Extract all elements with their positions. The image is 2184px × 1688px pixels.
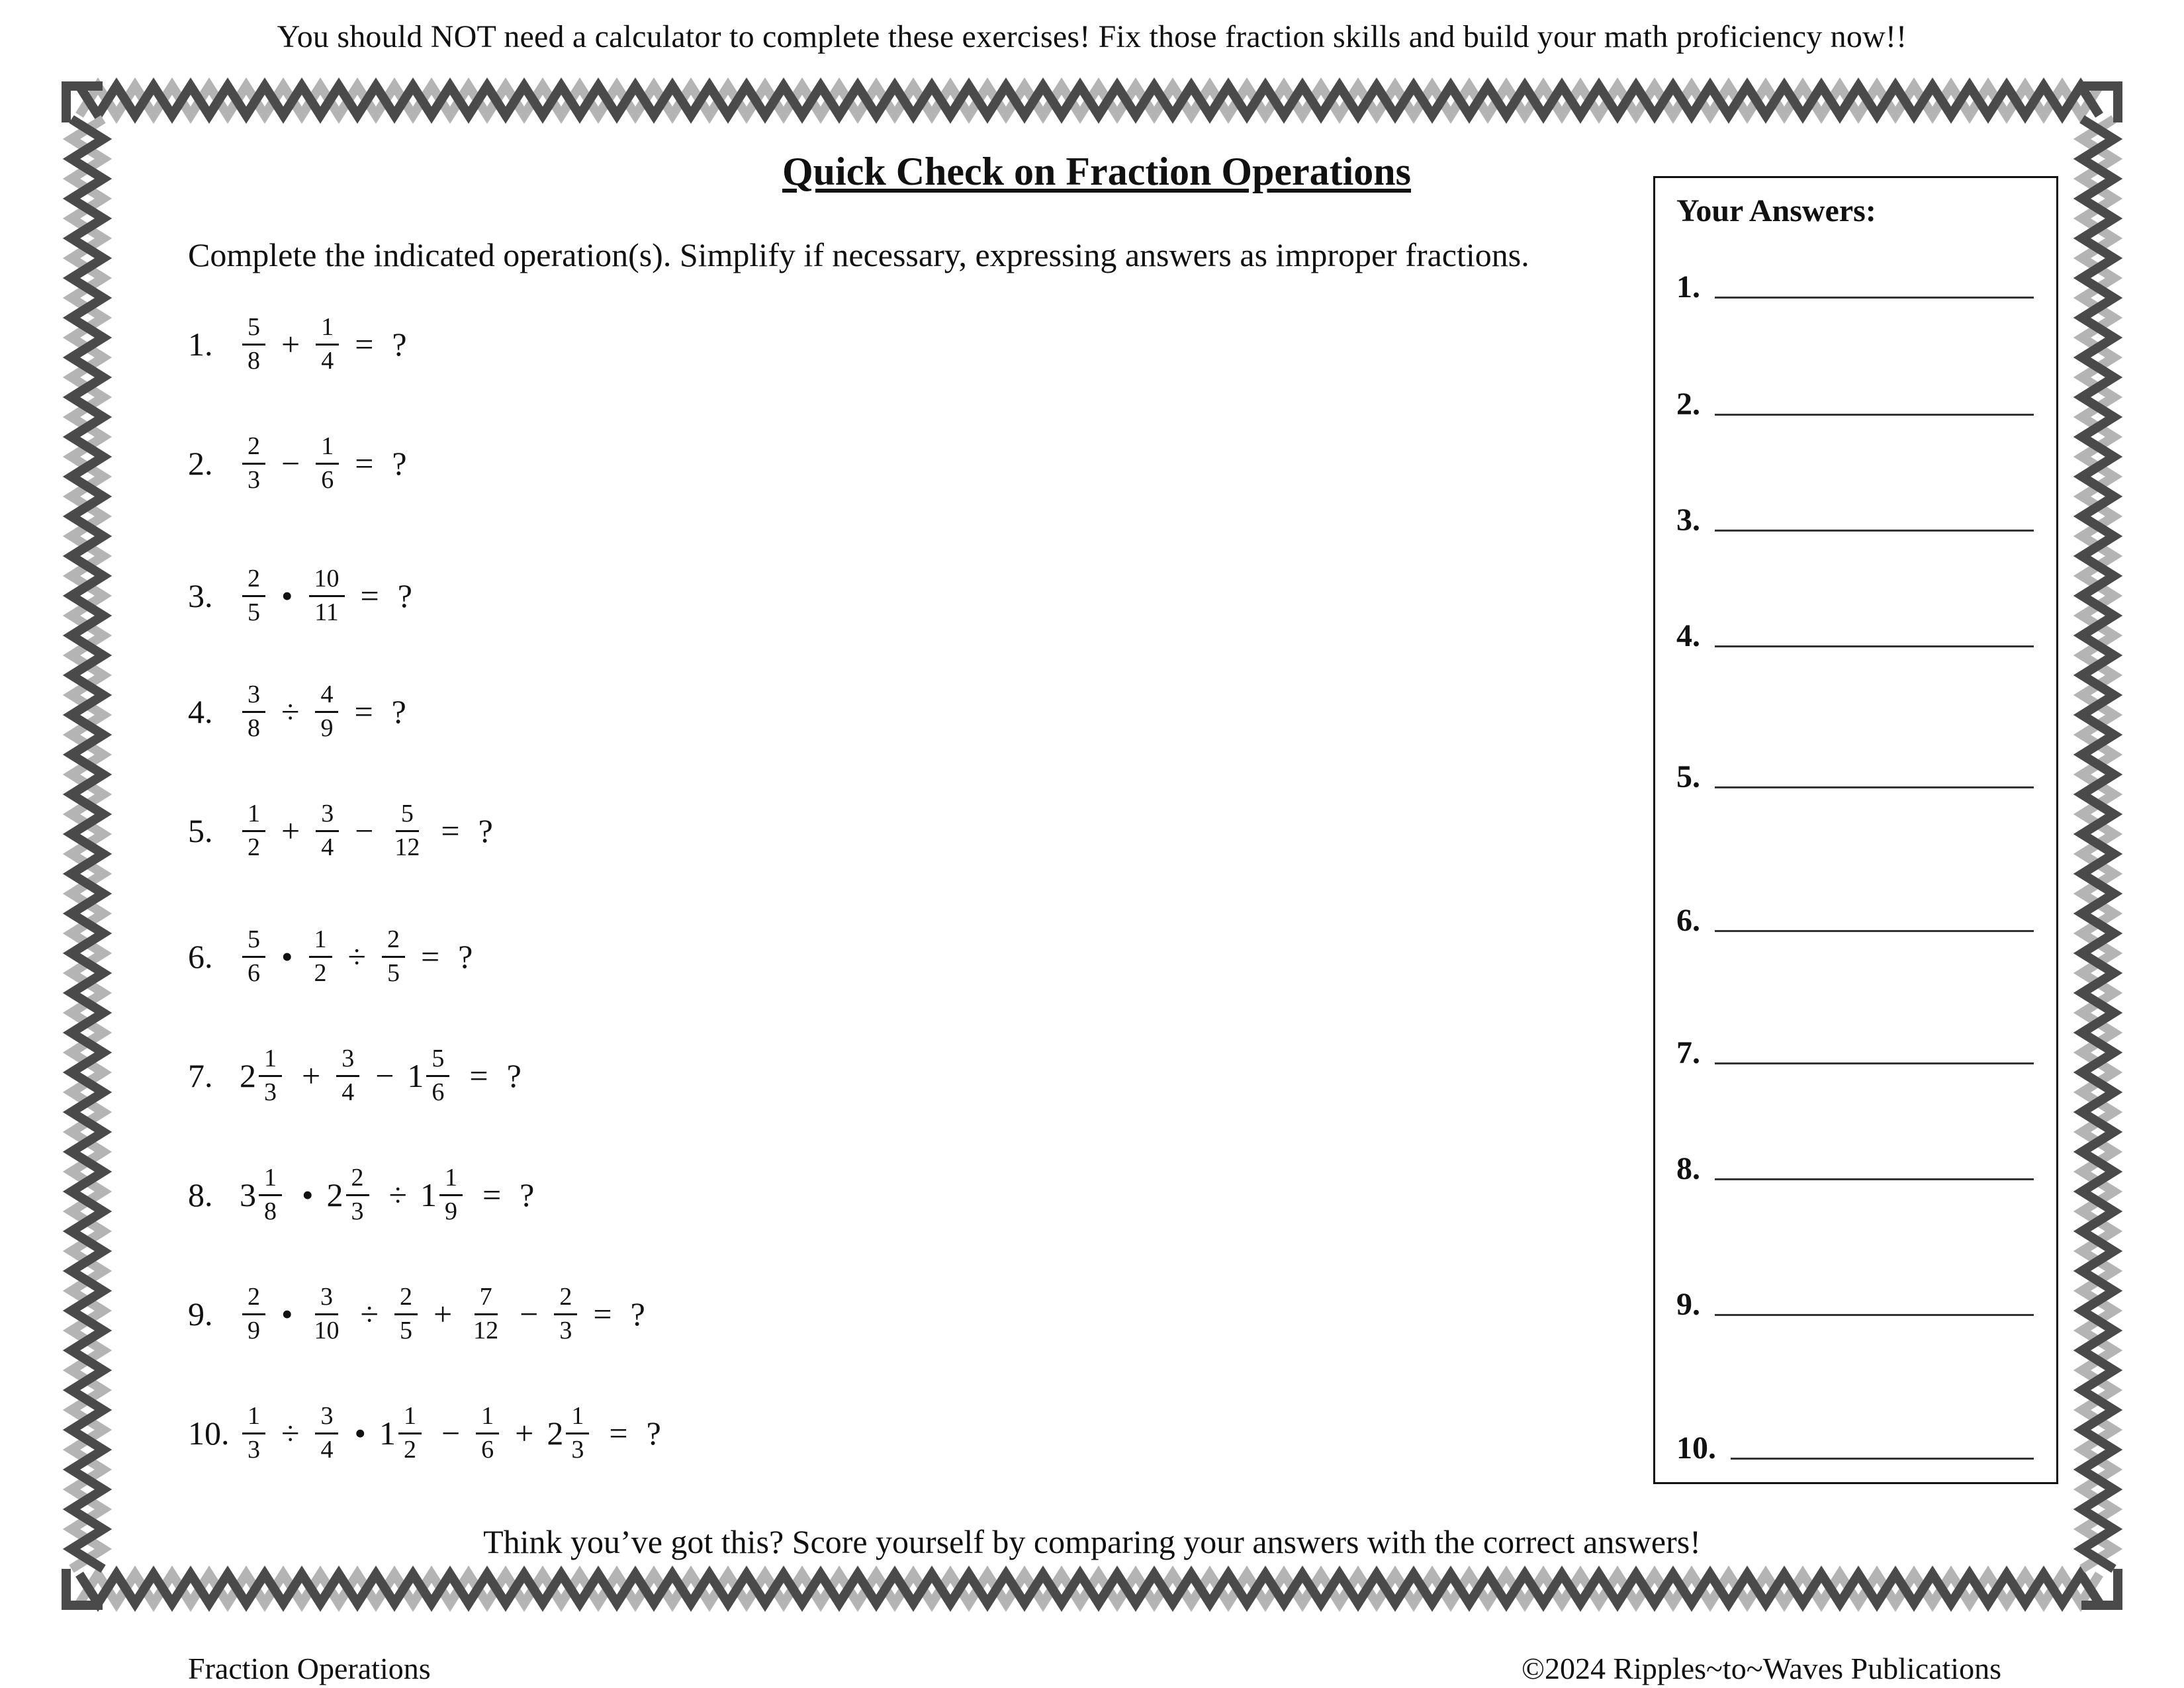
operator: = (420, 938, 440, 975)
answer-label: 3. (1676, 502, 1700, 538)
denominator: 3 (559, 1316, 572, 1344)
answers-panel (1653, 176, 2058, 1484)
denominator: 8 (264, 1197, 277, 1225)
problem-1 (188, 291, 416, 397)
problem-10 (188, 1380, 670, 1486)
fraction (315, 1402, 338, 1464)
footer-left: Fraction Operations (188, 1652, 431, 1685)
answer-row-6 (1676, 892, 2034, 939)
operator: • (281, 577, 293, 614)
whole-part: 1 (420, 1176, 437, 1213)
numerator: 1 (309, 925, 332, 958)
numerator: 4 (315, 680, 338, 713)
problem-5 (188, 778, 502, 884)
unknown: ? (478, 812, 493, 849)
denominator: 12 (394, 833, 420, 861)
footer-right: ©2024 Ripples~to~Waves Publications (1522, 1652, 2001, 1685)
instructions: Complete the indicated operation(s). Simplify if necessary, expressing answers as improper fractions. (188, 236, 1529, 273)
numerator: 2 (554, 1283, 577, 1315)
operator: = (469, 1057, 488, 1094)
answer-row-7 (1676, 1025, 2034, 1071)
problem-8 (188, 1142, 543, 1248)
fraction (316, 432, 339, 494)
fraction (242, 680, 265, 743)
denominator: 5 (399, 1316, 412, 1344)
denominator: 9 (248, 1316, 260, 1344)
fraction (566, 1402, 589, 1464)
mixed-number (407, 1045, 456, 1107)
mixed-number (240, 1045, 289, 1107)
fraction (259, 1164, 282, 1226)
fraction (476, 1402, 499, 1464)
problem-9 (188, 1261, 655, 1367)
answer-row-8 (1676, 1141, 2034, 1187)
fraction (468, 1283, 504, 1345)
fraction (336, 1045, 359, 1107)
problem-4 (188, 659, 416, 765)
answer-label: 6. (1676, 903, 1700, 938)
header-note: You should NOT need a calculator to complete these exercises! Fix those fraction skills and build your math proficiency now!! (277, 19, 1907, 54)
closing-note: Think you’ve got this? Score yourself by comparing your answers with the correct answers! (483, 1523, 1701, 1560)
operator: = (360, 577, 379, 614)
fraction (242, 1283, 265, 1345)
numerator: 1 (259, 1164, 282, 1196)
answer-blank[interactable] (1715, 930, 2034, 932)
answer-label: 9. (1676, 1287, 1700, 1322)
operator: − (520, 1295, 539, 1333)
operator: • (281, 938, 293, 975)
numerator: 10 (309, 565, 345, 597)
fraction (309, 925, 332, 988)
numerator: 7 (475, 1283, 498, 1315)
fraction (389, 800, 425, 862)
mixed-number (547, 1402, 596, 1464)
denominator: 4 (321, 833, 334, 861)
whole-part: 3 (240, 1176, 256, 1213)
answer-blank[interactable] (1715, 1314, 2034, 1316)
problem-number: 7. (188, 1057, 213, 1094)
answer-label: 5. (1676, 759, 1700, 794)
fraction (242, 800, 265, 862)
denominator: 6 (321, 465, 334, 494)
numerator: 2 (382, 925, 405, 958)
numerator: 1 (259, 1045, 282, 1077)
operator: • (354, 1415, 366, 1452)
denominator: 3 (571, 1435, 584, 1464)
fraction (242, 432, 265, 494)
numerator: 2 (394, 1283, 418, 1315)
operator: • (302, 1176, 314, 1213)
whole-part: 2 (547, 1415, 564, 1452)
numerator: 2 (242, 1283, 265, 1315)
unknown: ? (506, 1057, 522, 1094)
whole-part: 1 (379, 1415, 396, 1452)
numerator: 1 (316, 432, 339, 465)
denominator: 9 (444, 1197, 457, 1225)
problem-number: 5. (188, 812, 213, 849)
operator: − (375, 1057, 394, 1094)
denominator: 6 (481, 1435, 494, 1464)
denominator: 4 (321, 346, 334, 375)
denominator: 3 (351, 1197, 364, 1225)
denominator: 3 (264, 1078, 277, 1106)
denominator: 8 (248, 714, 260, 742)
problem-number: 10. (188, 1415, 230, 1452)
fraction (382, 925, 405, 988)
answer-label: 1. (1676, 269, 1700, 305)
fraction (398, 1402, 422, 1464)
fraction (554, 1283, 577, 1345)
mixed-number (240, 1164, 289, 1226)
unknown: ? (397, 577, 412, 614)
problem-number: 2. (188, 445, 213, 482)
fraction (242, 925, 265, 988)
answer-row-1 (1676, 259, 2034, 305)
mixed-number (379, 1402, 428, 1464)
denominator: 4 (320, 1435, 334, 1464)
numerator: 3 (315, 1402, 338, 1434)
problem-3 (188, 543, 422, 649)
whole-part: 2 (326, 1176, 343, 1213)
operator: ÷ (281, 1415, 300, 1452)
fraction (242, 1402, 265, 1464)
unknown: ? (392, 445, 407, 482)
numerator: 3 (316, 800, 339, 832)
numerator: 5 (426, 1045, 449, 1077)
fraction (439, 1164, 463, 1226)
denominator: 2 (314, 959, 327, 987)
operator: + (433, 1295, 453, 1333)
problem-2 (188, 410, 416, 516)
operator: = (482, 1176, 502, 1213)
unknown: ? (392, 326, 407, 363)
answer-row-9 (1676, 1276, 2034, 1323)
answers-title: Your Answers: (1676, 193, 1876, 228)
unknown: ? (630, 1295, 645, 1333)
whole-part: 1 (407, 1057, 424, 1094)
problem-6 (188, 904, 482, 1009)
numerator: 1 (242, 1402, 265, 1434)
answer-row-4 (1676, 608, 2034, 654)
denominator: 10 (314, 1316, 340, 1344)
fraction (242, 313, 265, 375)
fraction (242, 565, 265, 627)
denominator: 6 (248, 959, 260, 987)
operator: = (354, 693, 373, 730)
operator: + (281, 326, 300, 363)
operator: ÷ (281, 693, 300, 730)
numerator: 3 (315, 1283, 338, 1315)
whole-part: 2 (240, 1057, 256, 1094)
answer-label: 4. (1676, 618, 1700, 653)
operator: ÷ (388, 1176, 407, 1213)
numerator: 1 (439, 1164, 463, 1196)
denominator: 2 (248, 833, 260, 861)
problem-number: 8. (188, 1176, 213, 1213)
denominator: 4 (341, 1078, 355, 1106)
denominator: 12 (473, 1316, 499, 1344)
answer-blank[interactable] (1715, 1178, 2034, 1180)
operator: ÷ (347, 938, 366, 975)
fraction (316, 313, 339, 375)
denominator: 11 (314, 598, 339, 626)
problem-7 (188, 1023, 531, 1129)
numerator: 1 (566, 1402, 589, 1434)
answer-blank[interactable] (1715, 645, 2034, 647)
operator: = (441, 812, 460, 849)
answer-blank[interactable] (1715, 414, 2034, 416)
operator: − (441, 1415, 461, 1452)
answer-blank[interactable] (1731, 1458, 2034, 1460)
answer-row-10 (1676, 1420, 2034, 1466)
problem-number: 6. (188, 938, 213, 975)
operator: ÷ (360, 1295, 379, 1333)
numerator: 5 (396, 800, 419, 832)
unknown: ? (646, 1415, 661, 1452)
denominator: 5 (387, 959, 400, 987)
numerator: 3 (242, 680, 265, 713)
answer-row-3 (1676, 492, 2034, 538)
operator: + (515, 1415, 534, 1452)
answer-row-2 (1676, 376, 2034, 422)
numerator: 1 (242, 800, 265, 832)
fraction (315, 680, 338, 743)
numerator: 2 (346, 1164, 369, 1196)
operator: − (281, 445, 300, 482)
problem-number: 1. (188, 326, 213, 363)
operator: = (609, 1415, 628, 1452)
numerator: 2 (242, 565, 265, 597)
denominator: 5 (248, 598, 260, 626)
denominator: 8 (248, 346, 260, 375)
answer-label: 8. (1676, 1151, 1700, 1186)
numerator: 2 (242, 432, 265, 465)
denominator: 6 (432, 1078, 445, 1106)
problem-number: 4. (188, 693, 213, 730)
fraction (309, 565, 345, 627)
operator: = (593, 1295, 612, 1333)
fraction (309, 1283, 345, 1345)
problem-number: 3. (188, 577, 213, 614)
numerator: 5 (242, 925, 265, 958)
denominator: 9 (320, 714, 334, 742)
operator: + (302, 1057, 321, 1094)
operator: = (355, 326, 374, 363)
operator: • (281, 1295, 293, 1333)
problem-number: 9. (188, 1295, 213, 1333)
answer-blank[interactable] (1715, 297, 2034, 299)
fraction (346, 1164, 369, 1226)
mixed-number (420, 1164, 469, 1226)
fraction (316, 800, 339, 862)
numerator: 3 (336, 1045, 359, 1077)
numerator: 5 (242, 313, 265, 346)
answer-row-5 (1676, 749, 2034, 795)
numerator: 1 (398, 1402, 422, 1434)
unknown: ? (458, 938, 473, 975)
numerator: 1 (476, 1402, 499, 1434)
denominator: 2 (403, 1435, 416, 1464)
answer-blank[interactable] (1715, 1062, 2034, 1064)
fraction (259, 1045, 282, 1107)
fraction (426, 1045, 449, 1107)
operator: + (281, 812, 300, 849)
operator: − (355, 812, 374, 849)
answer-blank[interactable] (1715, 786, 2034, 788)
numerator: 1 (316, 313, 339, 346)
page-title: Quick Check on Fraction Operations (782, 150, 1412, 193)
denominator: 3 (248, 465, 260, 494)
mixed-number (327, 1164, 376, 1226)
operator: = (355, 445, 374, 482)
answer-label: 7. (1676, 1035, 1700, 1070)
answer-label: 10. (1676, 1430, 1716, 1466)
unknown: ? (391, 693, 406, 730)
answer-label: 2. (1676, 387, 1700, 422)
fraction (394, 1283, 418, 1345)
denominator: 3 (248, 1435, 260, 1464)
answer-blank[interactable] (1715, 530, 2034, 532)
unknown: ? (520, 1176, 535, 1213)
